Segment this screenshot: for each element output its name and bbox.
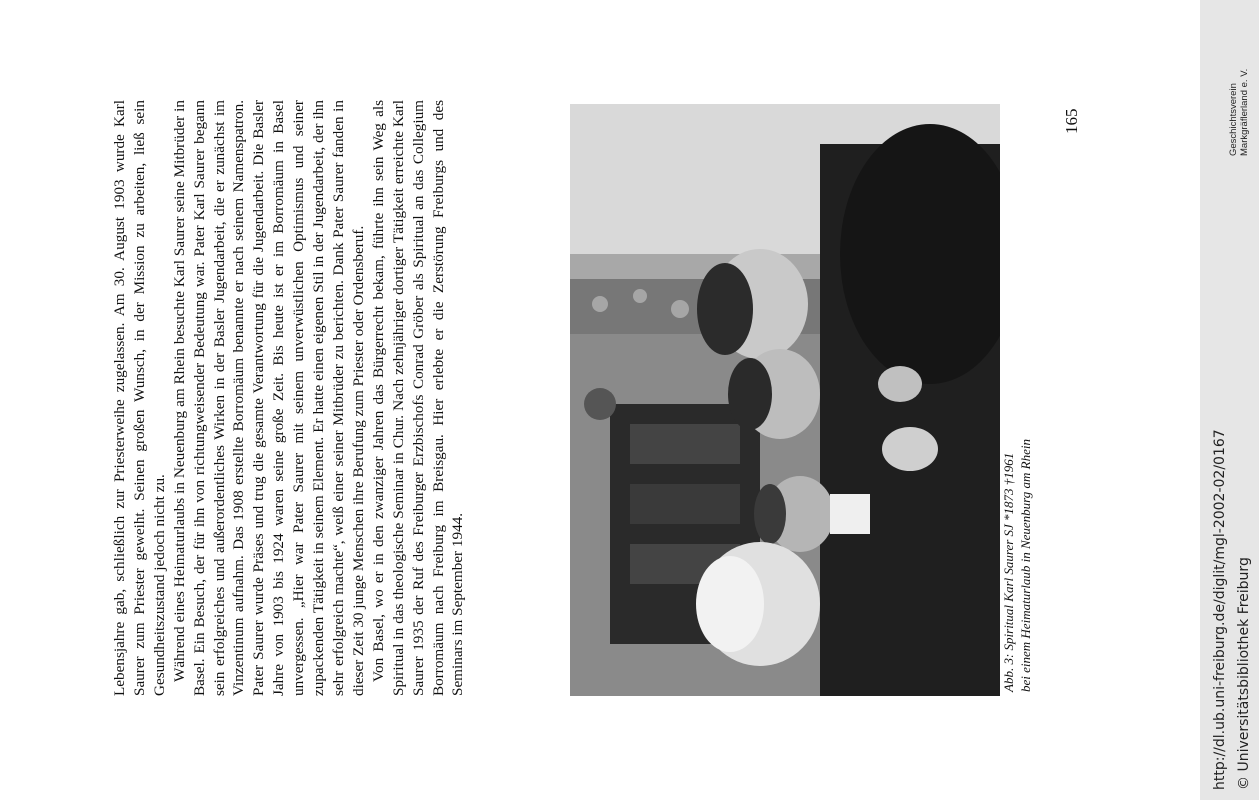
society-line-2: Markgräflerland e. V. (1239, 68, 1250, 156)
historical-photograph (570, 104, 1000, 696)
paragraph-3: Von Basel, wo er in den zwanziger Jahren das Bürgerrecht bekam, führte ihn sein Weg als Spiritual in das theologische Seminar in Chur. Nach zehnjähriger dortiger Tätigkeit erreichte Karl Saurer 1935 der Ruf des Freiburger Erzbischofs Conrad Gröber als Spiritual an das Collegium Borromäum nach Freiburg im Breisgau. Hier erlebte er die Zerstörung Freiburgs und des Seminars im September 1944. (369, 100, 467, 696)
caption-line-2: bei einem Heimaturlaub in Neuenburg am Rhein (1018, 439, 1033, 692)
figure-caption (1000, 252, 1034, 692)
copyright-notice: © Universitätsbibliothek Freiburg (1236, 557, 1252, 790)
document-url[interactable]: http://dl.ub.uni-freiburg.de/diglit/mgl-2002-02/0167 (1212, 429, 1228, 790)
paragraph-2: Während eines Heimaturlaubs in Neuenburg am Rhein besuchte Karl Saurer seine Mitbrüder in Basel. Ein Besuch, der für ihn von richtungweisender Bedeutung war. Pater Karl Saurer begann sein erfolgreiches und außerordentliches Wirken in der Basler Jugendarbeit, die er zunächst im Vinzentinum aufnahm. Das 1908 erstellte Borromäum benannte er nach seinem Namenspatron. Pater Saurer wurde Präses und trug die gesamte Verantwortung für die Jugendarbeit. Die Basler Jahre von 1903 bis 1924 waren seine große Zeit. Bis heute ist er im Borromäum in Basel unvergessen. „Hier war Pater Saurer mit seinem unverwüstlichen Optimismus und seiner zupackenden Tätigkeit in seinem Element. Er hatte einen eigenen Stil in der Jugendarbeit, der ihn sehr erfolgreich machte“, weiß einer seiner Mitbrüder zu berichten. Dank Pater Saurer fanden in dieser Zeit 30 junge Menschen ihre Berufung zum Priester oder Ordensberuf. (170, 100, 367, 696)
page-number: 165 (1062, 108, 1081, 134)
photo-illustration (570, 104, 1000, 696)
caption-line-1: Abb. 3: Spiritual Karl Saurer SJ *1873 †1961 (1001, 452, 1016, 692)
society-name (1228, 36, 1250, 156)
paragraph-1: Lebensjahre gab, schließlich zur Priesterweihe zugelassen. Am 30. August 1903 wurde Karl Saurer zum Priester geweiht. Seinen großen Wunsch, in der Mission zu arbeiten, ließ sein Gesundheitszustand jedoch nicht zu. (111, 100, 168, 696)
article-body (110, 100, 468, 696)
society-line-1: Geschichtsverein (1228, 83, 1239, 156)
